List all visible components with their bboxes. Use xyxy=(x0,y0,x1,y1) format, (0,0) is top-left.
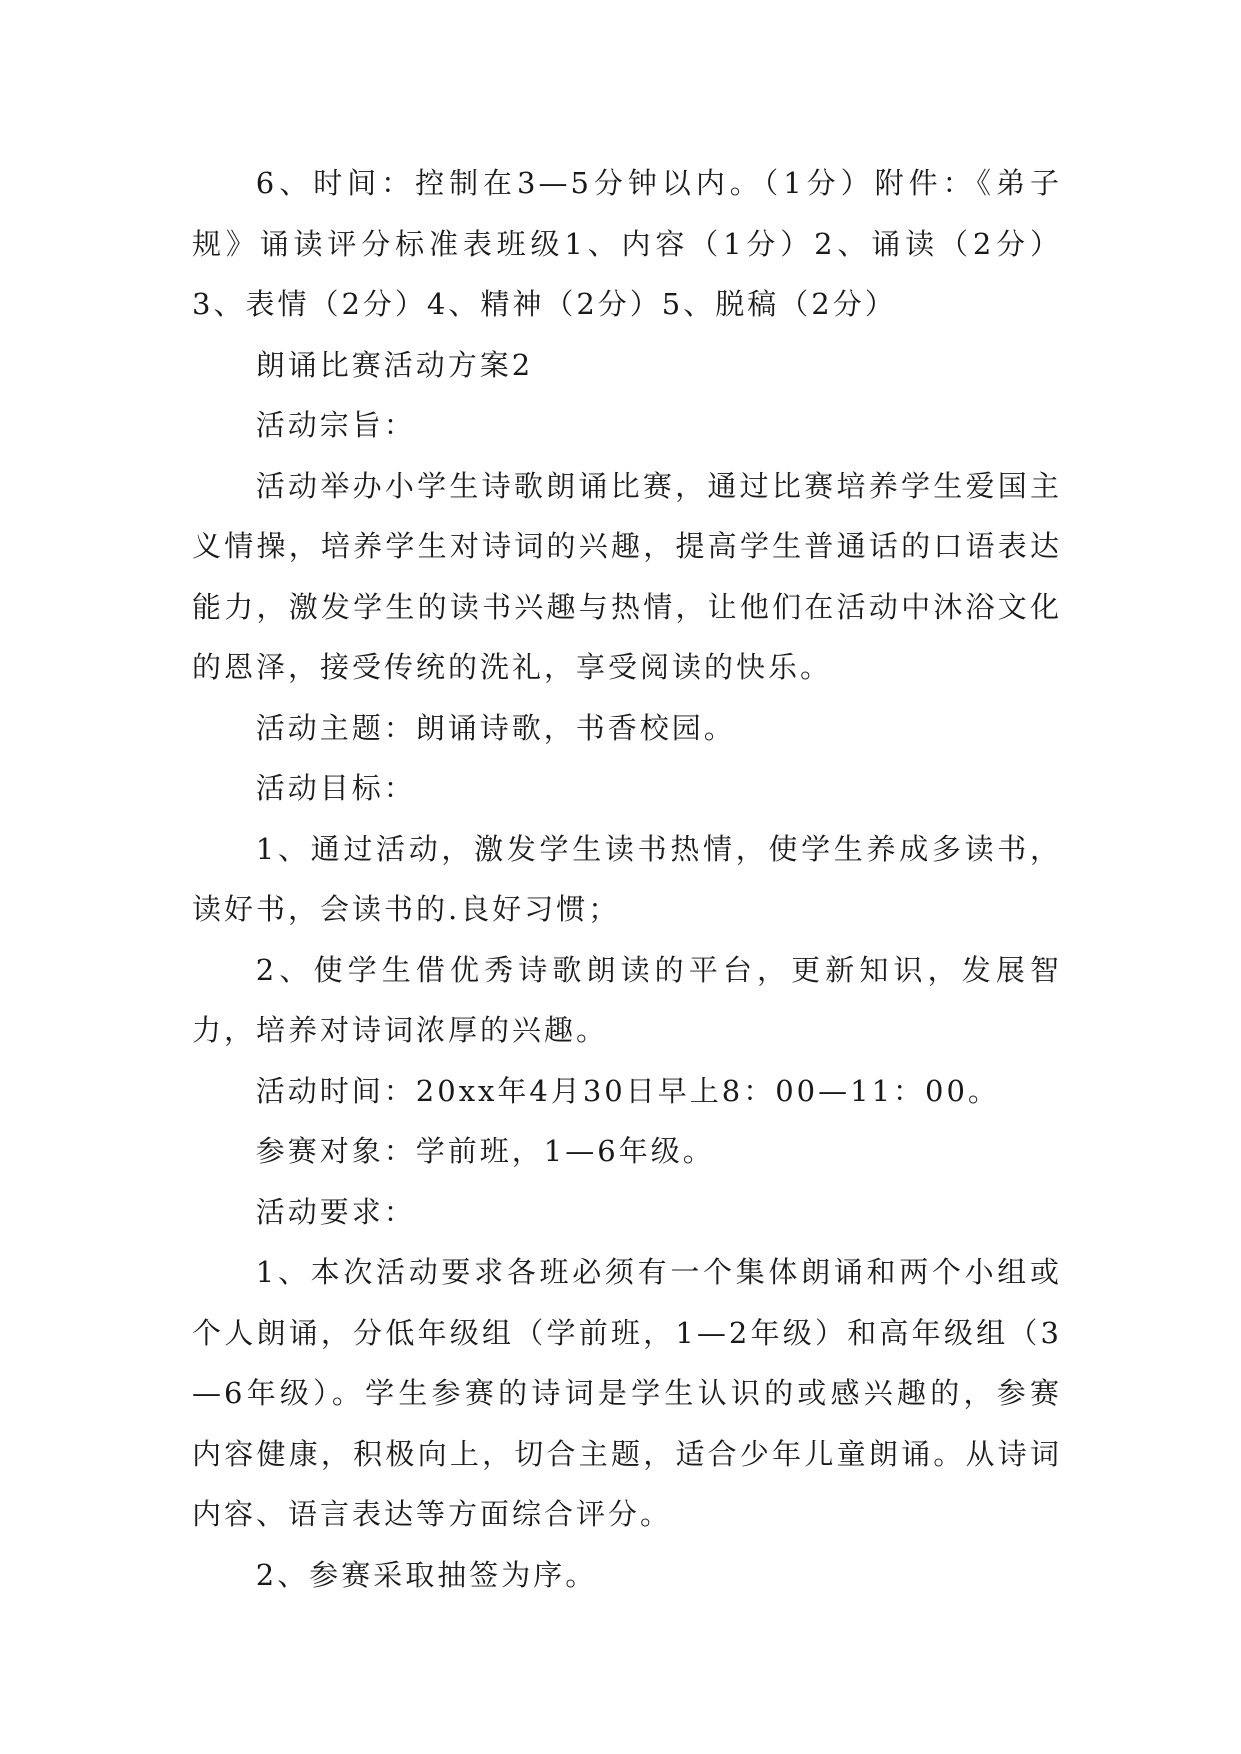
paragraph-purpose-body: 活动举办小学生诗歌朗诵比赛，通过比赛培养学生爱国主义情操，培养学生对诗词的兴趣，提高学生普通话的口语表达能力，激发学生的读书兴趣与热情，让他们在活动中沐浴文化的恩泽，接受传统的洗礼，享受阅读的快乐。 xyxy=(192,468,1062,684)
paragraph-requirement-2: 2、参赛采取抽签为序。 xyxy=(255,1557,598,1592)
paragraph-requirements-heading: 活动要求： xyxy=(255,1194,416,1229)
paragraph-purpose-heading: 活动宗旨： xyxy=(255,408,416,442)
paragraph-time-limit-and-scoring: 6、时间：控制在3—5分钟以内。（1分）附件：《弟子规》诵读评分标准表班级1、内容（1分）2、诵读（2分）3、表情（2分）4、精神（2分）5、脱稿（2分） xyxy=(192,166,1062,321)
document-body xyxy=(192,153,1062,1605)
paragraph-goal-2: 2、使学生借优秀诗歌朗读的平台，更新知识，发展智力，培养对诗词浓厚的兴趣。 xyxy=(192,952,1062,1047)
paragraph-section-title: 朗诵比赛活动方案2 xyxy=(255,347,534,382)
paragraph-theme: 活动主题：朗诵诗歌，书香校园。 xyxy=(255,710,736,745)
paragraph-participants: 参赛对象：学前班，1—6年级。 xyxy=(255,1134,715,1168)
paragraph-goals-heading: 活动目标： xyxy=(255,771,416,805)
paragraph-goal-1: 1、通过活动，激发学生读书热情，使学生养成多读书，读好书，会读书的.良好习惯； xyxy=(192,831,1062,926)
paragraph-activity-time: 活动时间：20xx年4月30日早上8：00—11：00。 xyxy=(255,1073,1000,1108)
paragraph-requirement-1: 1、本次活动要求各班必须有一个集体朗诵和两个小组或个人朗诵，分低年级组（学前班，1—2年级）和高年级组（3—6年级）。学生参赛的诗词是学生认识的或感兴趣的，参赛内容健康，积极向上，切合主题，适合少年儿童朗诵。从诗词内容、语言表达等方面综合评分。 xyxy=(192,1255,1062,1531)
